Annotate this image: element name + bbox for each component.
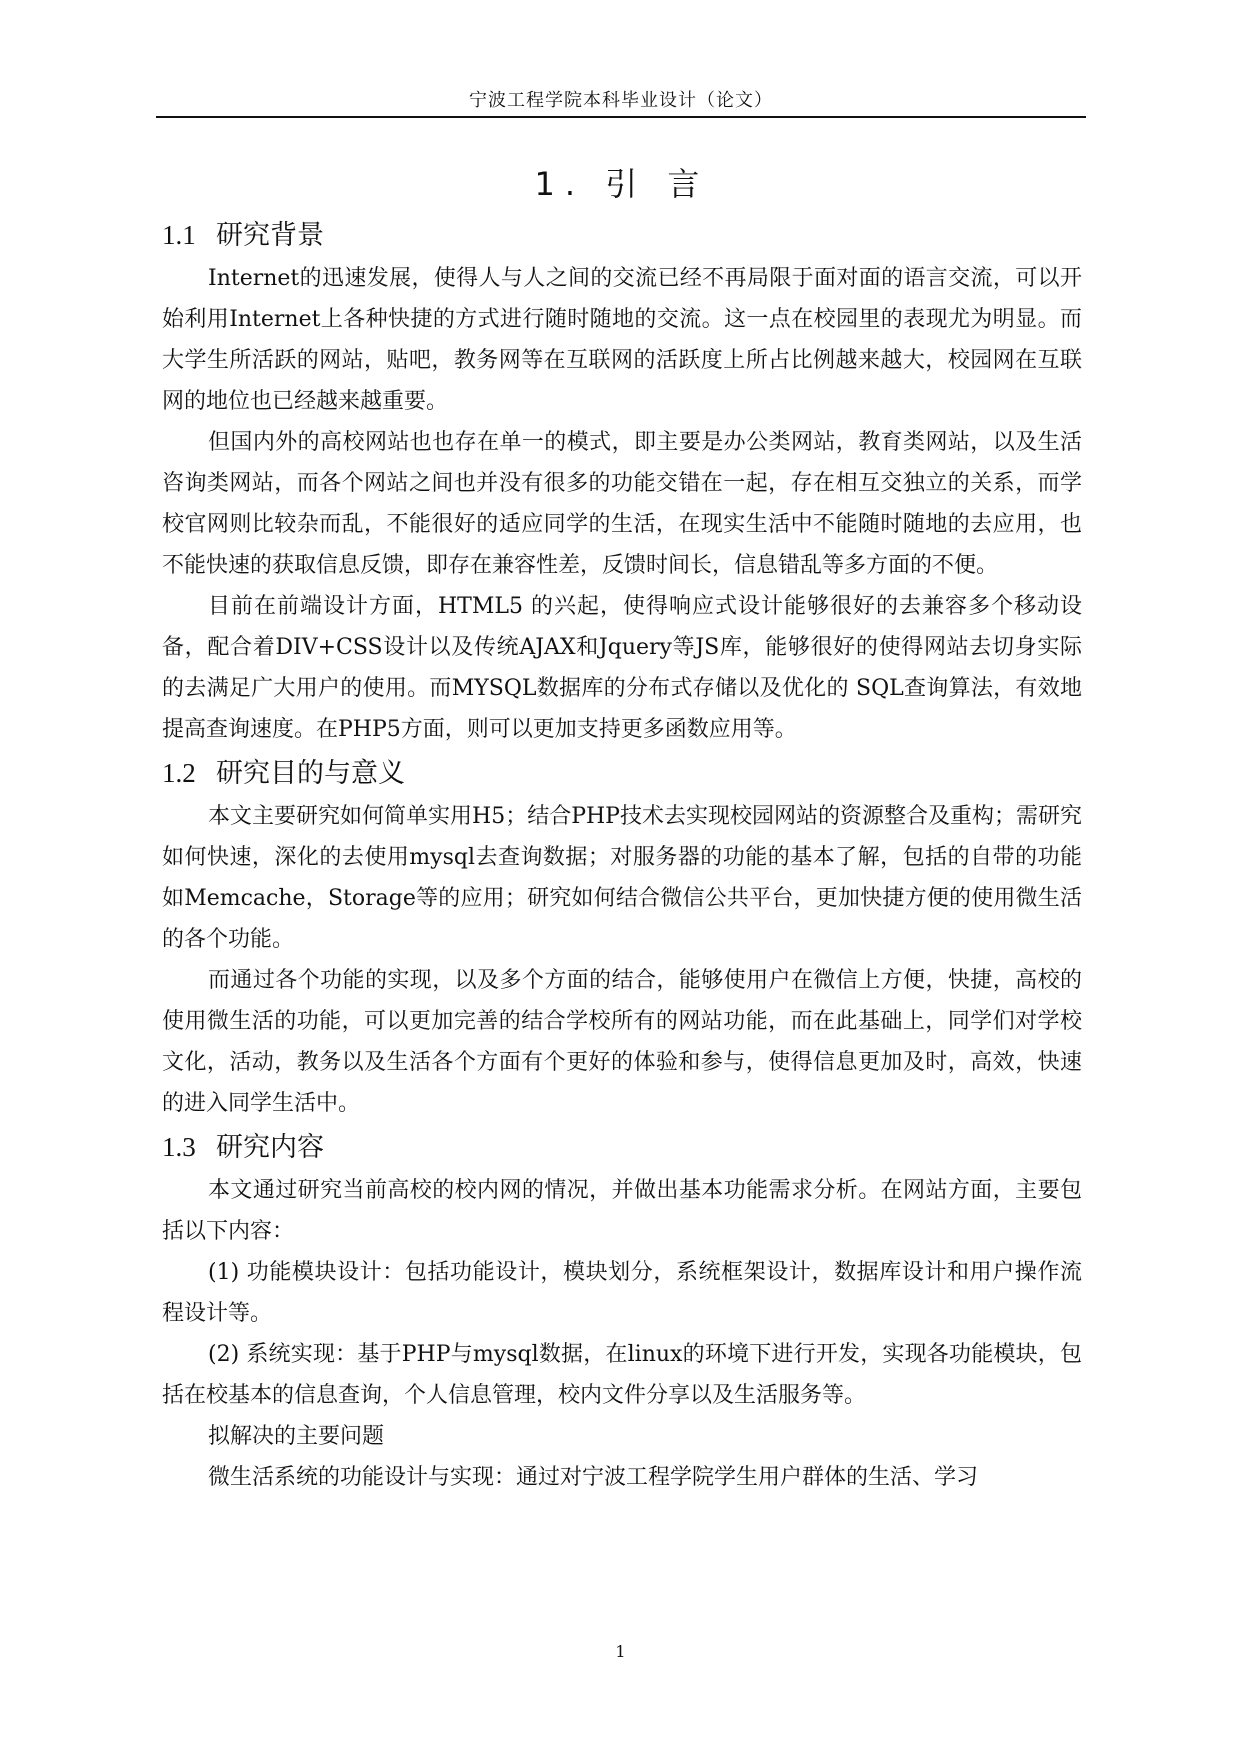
header-rule — [156, 116, 1086, 118]
section-number: 1.1 — [162, 220, 196, 250]
paragraph: 但国内外的高校网站也也存在单一的模式，即主要是办公类网站，教育类网站，以及生活咨询类网站，而各个网站之间也并没有很多的功能交错在一起，存在相互交独立的关系，而学校官网则比较杂而乱，不能很好的适应同学的生活，在现实生活中不能随时随地的去应用，也不能快速的获取信息反馈，即存在兼容性差，反馈时间长，信息错乱等多方面的不便。 — [162, 430, 1082, 578]
list-item: (1) 功能模块设计：包括功能设计，模块划分，系统框架设计，数据库设计和用户操作流程设计等。 — [162, 1260, 1082, 1326]
section-heading — [162, 750, 1082, 796]
page-body — [162, 156, 1082, 1498]
section-title: 研究内容 — [216, 1132, 324, 1163]
running-header: 宁波工程学院本科毕业设计（论文） — [469, 90, 773, 111]
paragraph: Internet的迅速发展，使得人与人之间的交流已经不再局限于面对面的语言交流，可以开始利用Internet上各种快捷的方式进行随时随地的交流。这一点在校园里的表现尤为明显。而大学生所活跃的网站，贴吧，教务网等在互联网的活跃度上所占比例越来越大，校园网在互联网的地位也已经越来越重要。 — [162, 266, 1082, 414]
section-number: 1.3 — [162, 1132, 196, 1162]
section-research-purpose — [162, 750, 1082, 1124]
chapter-title: 1. 引 言 — [534, 165, 710, 203]
list-item: (2) 系统实现：基于PHP与mysql数据，在linux的环境下进行开发，实现各功能模块，包括在校基本的信息查询，个人信息管理，校内文件分享以及生活服务等。 — [162, 1342, 1082, 1408]
paragraph: 本文通过研究当前高校的校内网的情况，并做出基本功能需求分析。在网站方面，主要包括以下内容： — [162, 1178, 1082, 1244]
paragraph: 拟解决的主要问题 — [208, 1424, 385, 1449]
section-title: 研究背景 — [216, 220, 324, 251]
section-research-background — [162, 212, 1082, 750]
paragraph: 本文主要研究如何简单实用H5；结合PHP技术去实现校园网站的资源整合及重构；需研究如何快速，深化的去使用mysql去查询数据；对服务器的功能的基本了解，包括的自带的功能如Memcache，Storage等的应用；研究如何结合微信公共平台，更加快捷方便的使用微生活的各个功能。 — [162, 804, 1082, 952]
paragraph: 而通过各个功能的实现，以及多个方面的结合，能够使用户在微信上方便，快捷，高校的使用微生活的功能，可以更加完善的结合学校所有的网站功能，而在此基础上，同学们对学校文化，活动，教务以及生活各个方面有个更好的体验和参与，使得信息更加及时，高效，快速的进入同学生活中。 — [162, 968, 1082, 1116]
section-research-content — [162, 1124, 1082, 1498]
section-heading — [162, 1124, 1082, 1170]
paragraph: 目前在前端设计方面，HTML5 的兴起，使得响应式设计能够很好的去兼容多个移动设备，配合着DIV+CSS设计以及传统AJAX和Jquery等JS库，能够很好的使得网站去切身实际的去满足广大用户的使用。而MYSQL数据库的分布式存储以及优化的 SQL查询算法，有效地提高查询速度。在PHP5方面，则可以更加支持更多函数应用等。 — [162, 594, 1082, 742]
page-number: 1 — [615, 1642, 626, 1661]
section-heading — [162, 212, 1082, 258]
paragraph: 微生活系统的功能设计与实现：通过对宁波工程学院学生用户群体的生活、学习 — [208, 1465, 979, 1490]
section-title: 研究目的与意义 — [216, 758, 405, 789]
section-number: 1.2 — [162, 758, 196, 788]
